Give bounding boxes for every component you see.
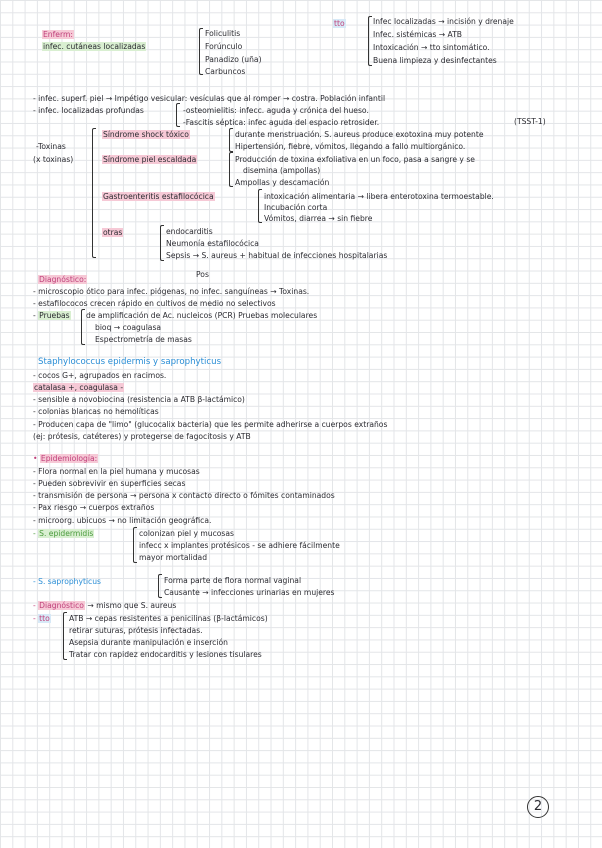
pruebas-brace [81,309,85,345]
s-epi-label: - S. epidermidis [33,529,94,538]
staph-line [33,383,124,392]
tto-item: Buena limpieza y desinfectantes [373,56,497,65]
epi-line: - microorg. ubicuos → no limitación geográfica. [33,516,212,525]
sindrome-line: Hipertensión, fiebre, vómitos, llegando a fallo multiorgánico. [235,142,466,151]
sindrome-name [102,192,215,201]
pruebas-label-text: Pruebas [39,311,70,320]
diag2-brace [63,612,67,660]
staph-line: - colonias blancas no hemolíticas [33,407,159,416]
sindrome-brace [258,189,262,223]
diag2-item: Asepsia durante manipulación e inserción [69,638,228,647]
s-sap-brace [158,574,162,598]
epi-line: - transmisión de persona → persona x contacto directo o fómites contaminados [33,491,335,500]
pruebas-item: de amplificación de Ac. nucleicos (PCR) Pruebas moleculares [86,311,318,320]
pruebas-item: bioq → coagulasa [95,323,162,332]
staph-title: Staphylococcus epidermis y saprophyticus [38,357,222,367]
staph-line: - Producen capa de "limo" (glucocalix bacteria) que les permite adherirse a cuerpos extraños [33,420,388,429]
toxinas-label: -Toxinas [36,142,66,151]
diag1-line: - microscopio ótico para infec. piógenas, no infec. sanguíneas → Toxinas. [33,287,310,296]
sindrome-name-text: Gastroenteritis estafilocócica [103,192,214,201]
page-number: 2 [527,796,549,818]
tto-label-text: tto [334,19,345,28]
enferm-brace [199,28,203,75]
toxinas-sub: (x toxinas) [33,155,74,164]
diag1-title [38,275,87,284]
infec-cutaneas-text: infec. cutáneas localizadas [43,42,146,51]
s-sap-item: Forma parte de flora normal vaginal [164,576,302,585]
enferm-item: Carbuncos [205,67,246,76]
pruebas-item: Espectrometría de masas [95,335,192,344]
diag2-title: - Diagnóstico → mismo que S. aureus [33,601,177,610]
sindrome-line: disemina (ampollas) [243,166,321,175]
staph-line: (ej: prótesis, catéteres) y protegerse de fagocitosis y ATB [33,432,251,441]
sindrome-name-text: otras [103,228,123,237]
epi-line: - Pax riesgo → cuerpos extraños [33,503,155,512]
s-epi-item: colonizan piel y mucosas [139,529,234,538]
toxinas-brace [92,128,96,258]
profundas-item: -Fascitis séptica: infec aguda del espacio retrosider. [183,118,380,127]
tto-brace [368,16,372,66]
staph-line: - cocos G+, agrupados en racimos. [33,371,167,380]
epi-title: • Epidemiología: [33,454,98,463]
sindrome-line: durante menstruación. S. aureus produce exotoxina muy potente [235,130,484,139]
sindrome-brace [229,128,233,152]
enferm-item: Foliculitis [205,29,241,38]
staph-line-text: catalasa +, coagulasa - [34,383,124,392]
sindrome-brace [160,225,164,261]
epi-line: - Flora normal en la piel humana y mucosas [33,467,200,476]
staph-line: - sensible a novobiocina (resistencia a ATB β-lactámico) [33,395,245,404]
sindrome-line: Incubación corta [264,203,328,212]
diag2-tto: - tto [33,614,50,623]
diag1-title-text: Diagnóstico: [39,275,87,284]
tto-label [333,19,346,28]
diag2-after: → mismo que S. aureus [87,601,177,610]
diag2-tto-text: tto [39,614,50,623]
sindrome-line: Sepsis → S. aureus + habitual de infecciones hospitalarias [166,251,388,260]
enferm-item: Forúnculo [205,42,243,51]
profundas-brace [176,103,180,127]
sindrome-name-text: Síndrome piel escaldada [103,155,197,164]
pruebas-label: - Pruebas [33,311,70,320]
s-epi-label-text: S. epidermidis [39,529,94,538]
sindrome-line: Ampollas y descamación [235,178,330,187]
s-epi-item: mayor mortalidad [139,553,208,562]
diag1-pos: Pos [196,270,209,279]
profundas-item: -osteomielitis: infecc. aguda y crónica del hueso. [183,106,369,115]
tto-item: Infec localizadas → incisión y drenaje [373,17,514,26]
sindrome-line: Producción de toxina exfoliativa en un foco, pasa a sangre y se [235,155,475,164]
s-epi-brace [133,527,137,563]
sindrome-name-text: Síndrome shock tóxico [103,130,189,139]
s-sap-item: Causante → infecciones urinarias en mujeres [164,588,335,597]
sindrome-brace [229,152,233,187]
infec-cutaneas [42,42,146,51]
s-epi-item: infecc x implantes protésicos - se adhiere fácilmente [139,541,340,550]
tto-item: Infec. sistémicas → ATB [373,30,463,39]
diag2-item: ATB → cepas resistentes a penicilinas (β-lactámicos) [69,614,268,623]
diag2-item: retirar suturas, prótesis infectadas. [69,626,203,635]
sindrome-line: intoxicación alimentaria → libera enterotoxina termoestable. [264,192,494,201]
s-sap-label-text: S. saprophyticus [38,577,101,586]
enferm-item: Panadizo (uña) [205,55,262,64]
tsst-note: (TSST-1) [514,117,546,126]
infec-superf: - infec. superf. piel → Impétigo vesicular: vesículas que al romper → costra. Población infantil [33,94,386,103]
infec-profundas: - infec. localizadas profundas [33,106,144,115]
sindrome-name [102,155,197,164]
diag1-line: - estafilococos crecen rápido en cultivos de medio no selectivos [33,299,276,308]
enferm-title [42,30,74,39]
tto-item: Intoxicación → tto sintomático. [373,43,490,52]
sindrome-line: endocarditis [166,227,213,236]
diag2-item: Tratar con rapidez endocarditis y lesiones tisulares [69,650,262,659]
epi-line: - Pueden sobrevivir en superficies secas [33,479,186,488]
enferm-title-text: Enferm: [43,30,73,39]
sindrome-name [102,130,190,139]
epi-title-text: Epidemiología: [40,454,98,463]
sindrome-line: Vómitos, diarrea → sin fiebre [264,214,373,223]
sindrome-name [102,228,123,237]
diag2-title-text: Diagnóstico [39,601,84,610]
s-sap-label: - S. saprophyticus [33,577,101,586]
sindrome-line: Neumonía estafilocócica [166,239,259,248]
